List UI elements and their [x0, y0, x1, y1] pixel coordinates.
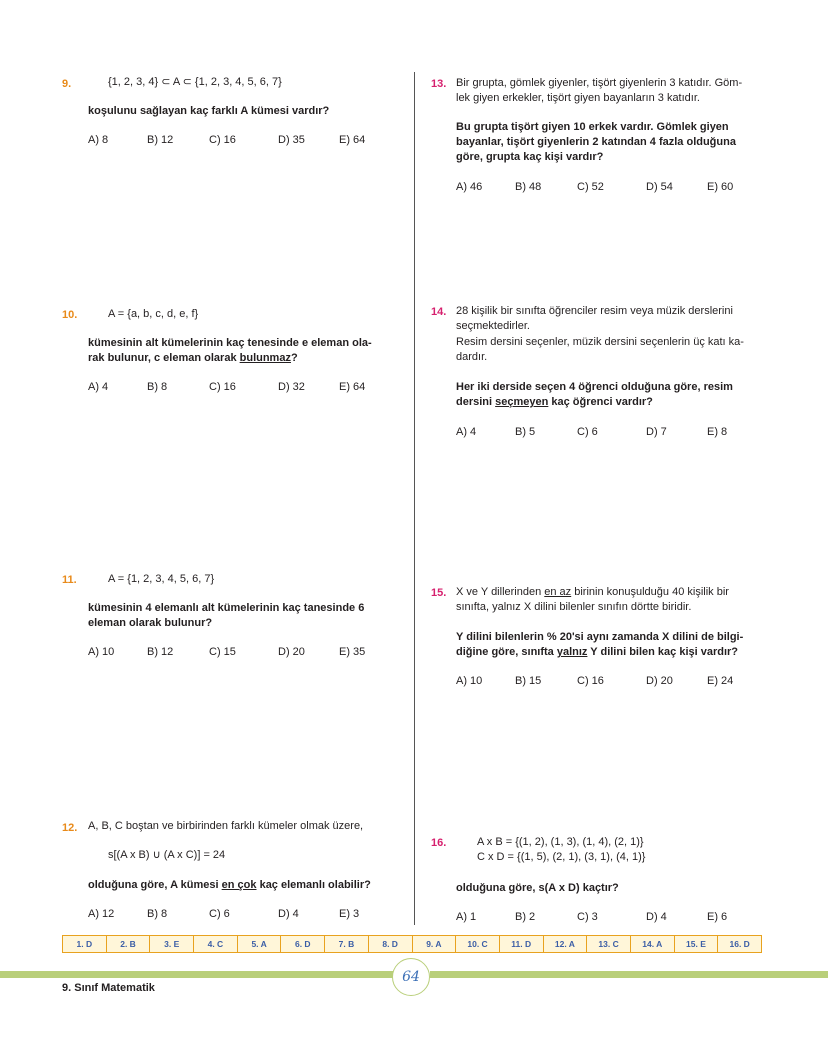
formula: s[(A x B) ∪ (A x C)] = 24: [108, 849, 226, 861]
question-number: 11.: [62, 574, 77, 586]
option-c[interactable]: C) 52: [577, 181, 604, 193]
question-prompt: koşulunu sağlayan kaç farklı A kümesi vardır?: [88, 105, 330, 117]
question-text-line-4: dardır.: [456, 351, 488, 363]
question-prompt-line-2: bayanlar, tişört giyenlerin 2 katından 4 fazla olduğuna: [456, 136, 736, 148]
question-prompt-line-2: eleman olarak bulunur?: [88, 617, 213, 629]
question-prompt-line-2: [456, 395, 653, 410]
question-intro: A, B, C boştan ve birbirinden farklı kümeler olmak üzere,: [88, 820, 364, 832]
option-c[interactable]: C) 6: [577, 426, 598, 438]
prompt-text: rak bulunur, c eleman olarak: [88, 352, 240, 364]
option-c[interactable]: C) 6: [209, 908, 230, 920]
option-b[interactable]: B) 2: [515, 911, 536, 923]
text: X ve Y dillerinden: [456, 586, 545, 598]
question-prompt-line-1: Bu grupta tişört giyen 10 erkek vardır. Gömlek giyen: [456, 121, 729, 133]
answer-key-item: 15. E: [675, 936, 719, 952]
question-number: 9.: [62, 78, 72, 90]
option-a[interactable]: A) 4: [456, 426, 477, 438]
question-prompt-line-3: göre, grupta kaç kişi vardır?: [456, 151, 604, 163]
option-d[interactable]: D) 32: [278, 381, 305, 393]
option-a[interactable]: A) 8: [88, 134, 109, 146]
option-b[interactable]: B) 8: [147, 908, 168, 920]
answer-key-item: 10. C: [456, 936, 500, 952]
option-d[interactable]: D) 20: [646, 675, 673, 687]
answer-key-item: 12. A: [544, 936, 588, 952]
option-d[interactable]: D) 4: [278, 908, 299, 920]
answer-key-item: 2. B: [107, 936, 151, 952]
option-d[interactable]: D) 35: [278, 134, 305, 146]
prompt-text: kaç öğrenci vardır?: [548, 396, 653, 408]
prompt-text: olduğuna göre, A kümesi: [88, 879, 222, 891]
option-b[interactable]: B) 5: [515, 426, 536, 438]
set-expression: {1, 2, 3, 4} ⊂ A ⊂ {1, 2, 3, 4, 5, 6, 7}: [108, 76, 282, 88]
question-prompt-line-2: [456, 645, 738, 660]
question-prompt-line-1: kümesinin alt kümelerinin kaç tenesinde e eleman ola-: [88, 337, 372, 349]
underlined-keyword: yalnız: [556, 646, 588, 658]
question-prompt-line-1: Her iki derside seçen 4 öğrenci olduğuna göre, resim: [456, 381, 733, 393]
cartesian-product-line-2: C x D = {(1, 5), (2, 1), (3, 1), (4, 1)}: [477, 851, 646, 863]
question-text-line-1: Bir grupta, gömlek giyenler, tişört giyenlerin 3 katıdır. Göm-: [456, 77, 743, 89]
answer-key-item: 7. B: [325, 936, 369, 952]
option-e[interactable]: E) 64: [339, 134, 366, 146]
question-text-line-2: sınıfta, yalnız X dilini bilenler sınıfın dörtte biridir.: [456, 601, 692, 613]
option-a[interactable]: A) 10: [88, 646, 115, 658]
option-d[interactable]: D) 7: [646, 426, 667, 438]
option-d[interactable]: D) 20: [278, 646, 305, 658]
answer-key-item: 3. E: [150, 936, 194, 952]
question-number: 16.: [431, 837, 447, 849]
option-c[interactable]: C) 16: [209, 134, 236, 146]
answer-key-item: 8. D: [369, 936, 413, 952]
option-a[interactable]: A) 1: [456, 911, 477, 923]
question-text-line-2: seçmektedirler.: [456, 320, 530, 332]
option-e[interactable]: E) 24: [707, 675, 734, 687]
option-e[interactable]: E) 3: [339, 908, 360, 920]
underlined-keyword: en çok: [221, 879, 257, 891]
option-a[interactable]: A) 10: [456, 675, 483, 687]
page-number: 64: [392, 958, 430, 996]
set-expression: A = {1, 2, 3, 4, 5, 6, 7}: [108, 573, 215, 585]
answer-key-item: 11. D: [500, 936, 544, 952]
column-divider: [414, 72, 415, 925]
underlined-keyword: bulunmaz: [239, 352, 291, 364]
option-a[interactable]: A) 46: [456, 181, 483, 193]
option-a[interactable]: A) 12: [88, 908, 115, 920]
question-text-line-1: 28 kişilik bir sınıfta öğrenciler resim veya müzik derslerini: [456, 305, 733, 317]
answer-key-item: 9. A: [413, 936, 457, 952]
option-b[interactable]: B) 12: [147, 646, 174, 658]
answer-key-item: 5. A: [238, 936, 282, 952]
footer-book-title: 9. Sınıf Matematik: [62, 982, 155, 994]
footer-rule-right: [430, 971, 828, 978]
option-c[interactable]: C) 16: [577, 675, 604, 687]
prompt-text: Y dilini bilen kaç kişi vardır?: [587, 646, 739, 658]
prompt-text: kaç elemanlı olabilir?: [256, 879, 371, 891]
footer-rule-left: [0, 971, 394, 978]
underlined-keyword: en az: [544, 586, 572, 598]
cartesian-product-line-1: A x B = {(1, 2), (1, 3), (1, 4), (2, 1)}: [477, 836, 644, 848]
option-e[interactable]: E) 60: [707, 181, 734, 193]
question-prompt-line-2: [88, 351, 298, 366]
answer-key-item: 14. A: [631, 936, 675, 952]
question-text-line-1: [456, 585, 729, 600]
option-c[interactable]: C) 15: [209, 646, 236, 658]
answer-key-item: 13. C: [587, 936, 631, 952]
option-b[interactable]: B) 15: [515, 675, 542, 687]
question-text-line-3: Resim dersini seçenler, müzik dersini seçenlerin üç katı ka-: [456, 336, 744, 348]
option-e[interactable]: E) 6: [707, 911, 728, 923]
option-b[interactable]: B) 8: [147, 381, 168, 393]
answer-key-item: 16. D: [729, 939, 750, 949]
question-number: 10.: [62, 309, 78, 321]
option-e[interactable]: E) 35: [339, 646, 366, 658]
answer-key-bar: [62, 935, 762, 953]
question-number: 13.: [431, 78, 447, 90]
option-e[interactable]: E) 64: [339, 381, 366, 393]
question-number: 15.: [431, 587, 447, 599]
answer-key-item: 1. D: [63, 936, 107, 952]
prompt-text: diğine göre, sınıfta: [456, 646, 557, 658]
option-a[interactable]: A) 4: [88, 381, 109, 393]
question-prompt-line-1: Y dilini bilenlerin % 20'si aynı zamanda X dilini de bilgi-: [456, 631, 744, 643]
answer-key-item: 4. C: [194, 936, 238, 952]
option-d[interactable]: D) 4: [646, 911, 667, 923]
option-c[interactable]: C) 3: [577, 911, 598, 923]
option-b[interactable]: B) 12: [147, 134, 174, 146]
option-c[interactable]: C) 16: [209, 381, 236, 393]
option-e[interactable]: E) 8: [707, 426, 728, 438]
question-prompt-line-1: kümesinin 4 elemanlı alt kümelerinin kaç tanesinde 6: [88, 602, 365, 614]
question-text-line-2: lek giyen erkekler, tişört giyen bayanların 3 katıdır.: [456, 92, 700, 104]
set-expression: A = {a, b, c, d, e, f}: [108, 308, 199, 320]
question-prompt: [88, 878, 371, 893]
question-number: 14.: [431, 306, 447, 318]
question-number: 12.: [62, 822, 78, 834]
answer-key-item: 6. D: [281, 936, 325, 952]
underlined-keyword: seçmeyen: [495, 396, 549, 408]
prompt-text: ?: [290, 352, 298, 364]
prompt-text: dersini: [456, 396, 496, 408]
text: birinin konuşulduğu 40 kişilik bir: [571, 586, 729, 598]
option-b[interactable]: B) 48: [515, 181, 542, 193]
option-d[interactable]: D) 54: [646, 181, 673, 193]
question-prompt: olduğuna göre, s(A x D) kaçtır?: [456, 882, 619, 894]
